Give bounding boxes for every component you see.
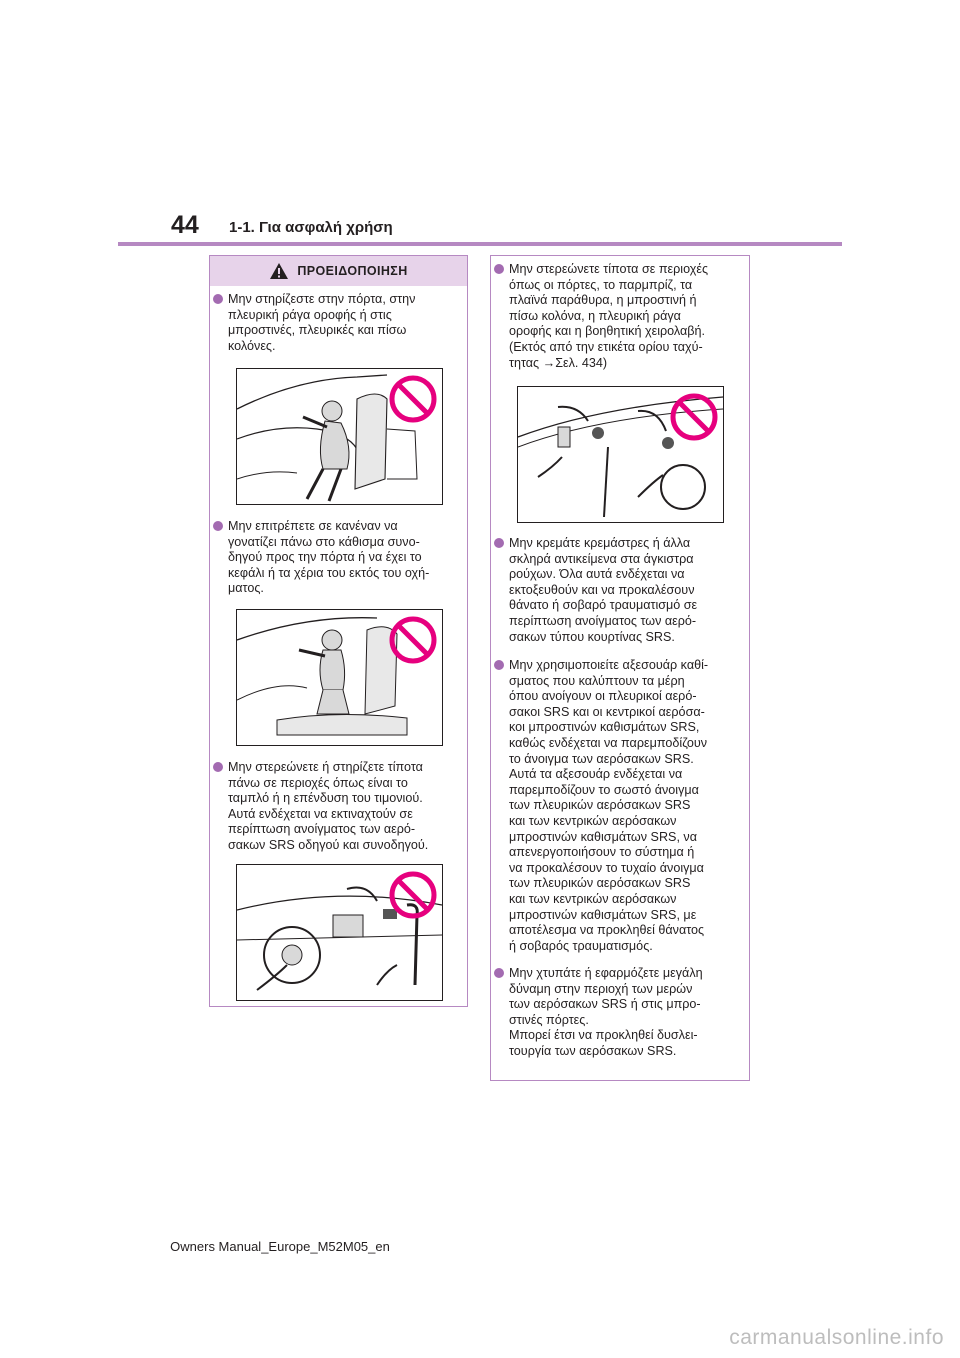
item-text: Μην στερεώνετε ή στηρίζετε τίποτα πάνω σε περιοχές όπως είναι το ταμπλό ή η επένδυση του τιμονιού. Αυτά ενδέχεται να εκτιναχτούν σε περίπτωση ανοίγματος των αερό- σακων SRS οδηγού και συνοδηγού. bbox=[228, 760, 429, 852]
list-item bbox=[210, 760, 466, 854]
bullet-icon bbox=[494, 264, 504, 274]
warning-header bbox=[210, 256, 467, 286]
header-rule bbox=[118, 242, 842, 246]
bullet-icon bbox=[213, 521, 223, 531]
list-item bbox=[491, 536, 748, 645]
list-item bbox=[210, 292, 466, 354]
illustration-leaning-on-door bbox=[236, 368, 443, 505]
item-text: Μην επιτρέπετε σε κανέναν να γονατίζει πάνω στο κάθισμα συνο- δηγού προς την πόρτα ή να έχει το κεφάλι ή τα χέρια του εκτός του οχή- ματος. bbox=[228, 519, 430, 596]
warning-icon bbox=[269, 262, 289, 280]
list-item bbox=[491, 966, 748, 1060]
bullet-icon bbox=[213, 294, 223, 304]
item-text: Μην χτυπάτε ή εφαρμόζετε μεγάλη δύναμη στην περιοχή των μερών των αερόσακων SRS ή στις μπρο- στινές πόρτες. Μπορεί έτσι να προκληθεί δυσλει- τουργία των αερόσακων SRS. bbox=[509, 966, 703, 1058]
section-title: 1-1. Για ασφαλή χρήση bbox=[229, 219, 393, 236]
illustration-dashboard bbox=[236, 864, 443, 1001]
bullet-icon bbox=[494, 968, 504, 978]
prohibited-icon bbox=[669, 392, 719, 442]
page-number: 44 bbox=[171, 211, 199, 239]
item-text: Μην στερεώνετε τίποτα σε περιοχές όπως οι πόρτες, το παρμπρίζ, τα πλαϊνά παράθυρα, η μπροστινή ή πίσω κολόνα, η πλευρική ράγα οροφής και η βοηθητική χειρολαβή. (Εκτός από την ετικέτα ορίου ταχύ- τητας →Σελ. 434) bbox=[509, 262, 709, 370]
illustration-pillars-and-roof bbox=[517, 386, 724, 523]
item-text: Μην στηρίζεστε στην πόρτα, στην πλευρική ράγα οροφής ή στις μπροστινές, πλευρικές και πίσω κολόνες. bbox=[228, 292, 416, 353]
list-item bbox=[210, 519, 466, 597]
prohibited-icon bbox=[388, 615, 438, 665]
bullet-icon bbox=[213, 762, 223, 772]
list-item bbox=[491, 262, 748, 371]
item-text: Μην κρεμάτε κρεμάστρες ή άλλα σκληρά αντικείμενα στα άγκιστρα ρούχων. Όλα αυτά ενδέχεται να εκτοξευθούν και να προκαλέσουν θάνατο ή σοβαρό τραυματισμό σε περίπτωση ανοίγματος των αερό- σακων τύπου κουρτίνας SRS. bbox=[509, 536, 698, 644]
list-item bbox=[491, 658, 748, 954]
prohibited-icon bbox=[388, 870, 438, 920]
warning-box bbox=[209, 255, 468, 1007]
illustration-kneeling-on-seat bbox=[236, 609, 443, 746]
manual-name: Owners Manual_Europe_M52M05_en bbox=[170, 1239, 390, 1254]
item-text: Μην χρησιμοποιείτε αξεσουάρ καθί- σματος που καλύπτουν τα μέρη όπου ανοίγουν οι πλευρικοί αερό- σακοι SRS και οι κεντρικοί αερόσα- κοι μπροστινών καθισμάτων SRS, καθώς ενδέχεται να παρεμποδίζουν το άνοιγμα των αερόσακων SRS. Αυτά τα αξεσουάρ ενδέχεται να παρεμποδίζουν το σωστό άνοιγμα των πλευρικών αερόσακων SRS και των κεντρικών αερόσακων μπροστινών καθισμάτων SRS, να απενεργοποιήσουν το σύστημα ή να προκαλέσουν το τυχαίο άνοιγμα των πλευρικών αερόσακων SRS και των κεντρικών αερόσακων μπροστινών καθισμάτων SRS, με αποτέλεσμα να προκληθεί θάνατος ή σοβαρός τραυματισμός. bbox=[509, 658, 709, 953]
prohibited-icon bbox=[388, 374, 438, 424]
warning-box-continued bbox=[490, 255, 750, 1081]
bullet-icon bbox=[494, 660, 504, 670]
watermark: carmanualsonline.info bbox=[729, 1326, 944, 1349]
bullet-icon bbox=[494, 538, 504, 548]
warning-title: ΠΡΟΕΙΔΟΠΟΙΗΣΗ bbox=[297, 264, 408, 278]
